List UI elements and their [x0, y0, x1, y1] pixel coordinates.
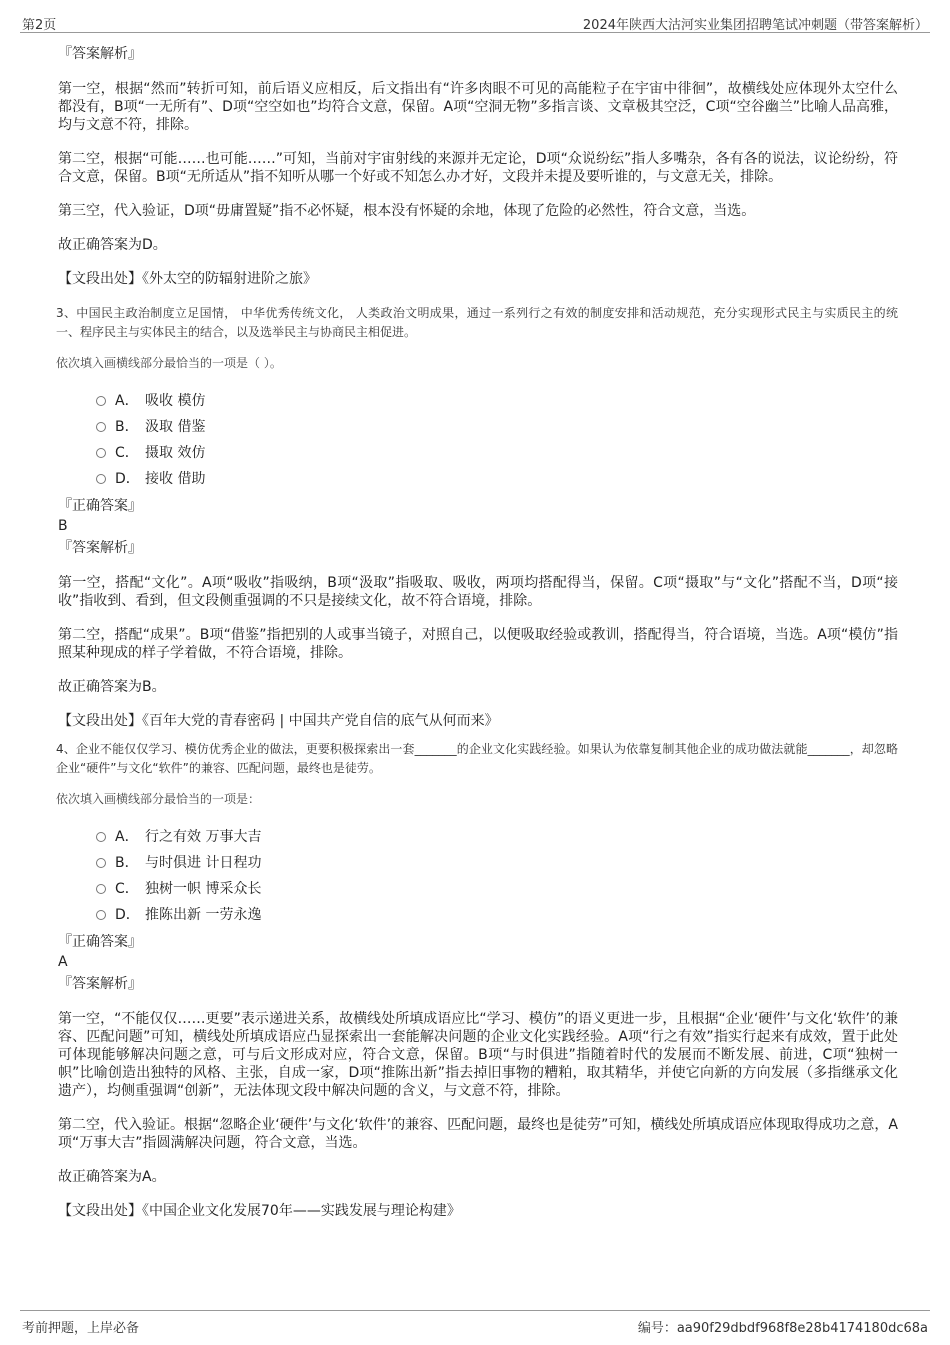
radio-button-icon[interactable]: [96, 858, 106, 868]
source-citation: 【文段出处】《外太空的防辐射进阶之旅》: [58, 271, 317, 287]
radio-button-icon[interactable]: [96, 448, 106, 458]
explanation-paragraph: 第三空，代入验证，D项“毋庸置疑”指不必怀疑，根本没有怀疑的余地，体现了危险的必然性，符合文意，当选。: [58, 203, 756, 219]
document-title: 2024年陕西大沽河实业集团招聘笔试冲刺题（带答案解析）: [582, 18, 928, 33]
correct-answer: B: [58, 518, 68, 534]
option-a[interactable]: A． 行之有效 万事大吉: [96, 824, 898, 850]
source-citation: 【文段出处】《中国企业文化发展70年——实践发展与理论构建》: [58, 1203, 461, 1219]
option-b[interactable]: B． 汲取 借鉴: [96, 414, 898, 440]
explanation-paragraph: 第一空，搭配“文化”。A项“吸收”指吸纳，B项“汲取”指吸取、吸收，两项均搭配得当，保留。C项“摄取”与“文化”搭配不当，D项“接收”指收到、看到，但文段侧重强调的不只是接续文化，故不符合语境，排除。: [58, 575, 898, 609]
radio-button-icon[interactable]: [96, 396, 106, 406]
radio-button-icon[interactable]: [96, 422, 106, 432]
question-4-options: [96, 824, 898, 928]
option-d[interactable]: D． 接收 借助: [96, 466, 898, 492]
question-3-options: [96, 388, 898, 492]
explanation-paragraph: 第一空，根据“然而”转折可知，前后语义应相反，后文指出有“许多肉眼不可见的高能粒子在宇宙中徘徊”，故横线处应体现外太空什么都没有，B项“一无所有”、D项“空空如也”均符合文意，保留。A项“空洞无物”多指言谈、文章极其空泛，C项“空谷幽兰”比喻人品高雅，均与文意不符，排除。: [58, 81, 898, 133]
option-d[interactable]: D． 推陈出新 一劳永逸: [96, 902, 898, 928]
correct-answer: A: [58, 954, 68, 970]
explanation-paragraph: 第二空，搭配“成果”。B项“借鉴”指把别的人或事当镜子，对照自己，以便吸取经验或教训，搭配得当，符合语境，当选。A项“模仿”指照某种现成的样子学着做，不符合语境，排除。: [58, 627, 898, 661]
question-3-text: 3、中国民主政治制度立足国情， 中华优秀传统文化， 人类政治文明成果，通过一系列行之有效的制度安排和活动规范，充分实现形式民主与实质民主的统一、程序民主与实体民主的结合，以及选举民主与协商民主相促进。: [56, 306, 898, 339]
answer-explanation-label: 『答案解析』: [58, 46, 142, 62]
explanation-paragraph: 第二空，代入验证。根据“忽略企业‘硬件’与文化‘软件’的兼容、匹配问题，最终也是徒劳”可知，横线处所填成语应体现取得成功之意，A项“万事大吉”指圆满解决问题，符合文意，当选。: [58, 1117, 898, 1151]
radio-button-icon[interactable]: [96, 910, 106, 920]
option-a[interactable]: A． 吸收 模仿: [96, 388, 898, 414]
correct-answer-label: 『正确答案』: [58, 934, 142, 950]
page-number: 第2页: [22, 18, 57, 33]
conclusion: 故正确答案为B。: [58, 679, 166, 695]
page-footer: [20, 1310, 930, 1341]
explanation-paragraph: 第二空，根据“可能……也可能……”可知，当前对宇宙射线的来源并无定论，D项“众说纷纭”指人多嘴杂，各有各的说法，议论纷纷，符合文意，保留。B项“无所适从”指不知听从哪一个好或不知怎么办才好，文段并未提及要听谁的，与文意无关，排除。: [58, 151, 898, 185]
radio-button-icon[interactable]: [96, 884, 106, 894]
answer-explanation-label: 『答案解析』: [58, 540, 142, 556]
conclusion: 故正确答案为D。: [58, 237, 167, 253]
conclusion: 故正确答案为A。: [58, 1169, 166, 1185]
footer-slogan: 考前押题，上岸必备: [22, 1321, 140, 1336]
option-b[interactable]: B． 与时俱进 计日程功: [96, 850, 898, 876]
option-c[interactable]: C． 摄取 效仿: [96, 440, 898, 466]
page-header: [20, 10, 930, 33]
radio-button-icon[interactable]: [96, 832, 106, 842]
radio-button-icon[interactable]: [96, 474, 106, 484]
correct-answer-label: 『正确答案』: [58, 498, 142, 514]
option-c[interactable]: C． 独树一帜 博采众长: [96, 876, 898, 902]
source-citation: 【文段出处】《百年大党的青春密码 | 中国共产党自信的底气从何而来》: [58, 713, 499, 729]
question-4-prompt: 依次填入画横线部分最恰当的一项是：: [56, 792, 261, 806]
document-code: 编号：aa90f29dbdf968f8e28b4174180dc68a: [637, 1321, 928, 1336]
document-body: [56, 44, 898, 1305]
answer-explanation-label: 『答案解析』: [58, 976, 142, 992]
question-3-prompt: 依次填入画横线部分最恰当的一项是（ ）。: [56, 356, 282, 370]
question-4-text: 4、企业不能仅仅学习、模仿优秀企业的做法，更要积极探索出一套_______的企业文化实践经验。如果认为依靠复制其他企业的成功做法就能_______，却忽略企业“硬件”与文化“软件”的兼容、匹配问题，最终也是徒劳。: [56, 742, 898, 775]
explanation-paragraph: 第一空，“不能仅仅……更要”表示递进关系，故横线处所填成语应比“学习、模仿”的语义更进一步，且根据“企业‘硬件’与文化‘软件’的兼容、匹配问题”可知，横线处所填成语应凸显探索出一套能解决问题的企业文化实践经验。A项“行之有效”指实行起来有成效，置于此处可体现能够解决问题之意，可与后文形成对应，符合文意，保留。B项“与时俱进”指随着时代的发展而不断发展、前进，C项“独树一帜”比喻创造出独特的风格、主张，自成一家，D项“推陈出新”指去掉旧事物的糟粕，取其精华，并使它向新的方向发展（多指继承文化遗产），均侧重强调“创新”，无法体现文段中解决问题的含义，与文意不符，排除。: [58, 1011, 898, 1099]
